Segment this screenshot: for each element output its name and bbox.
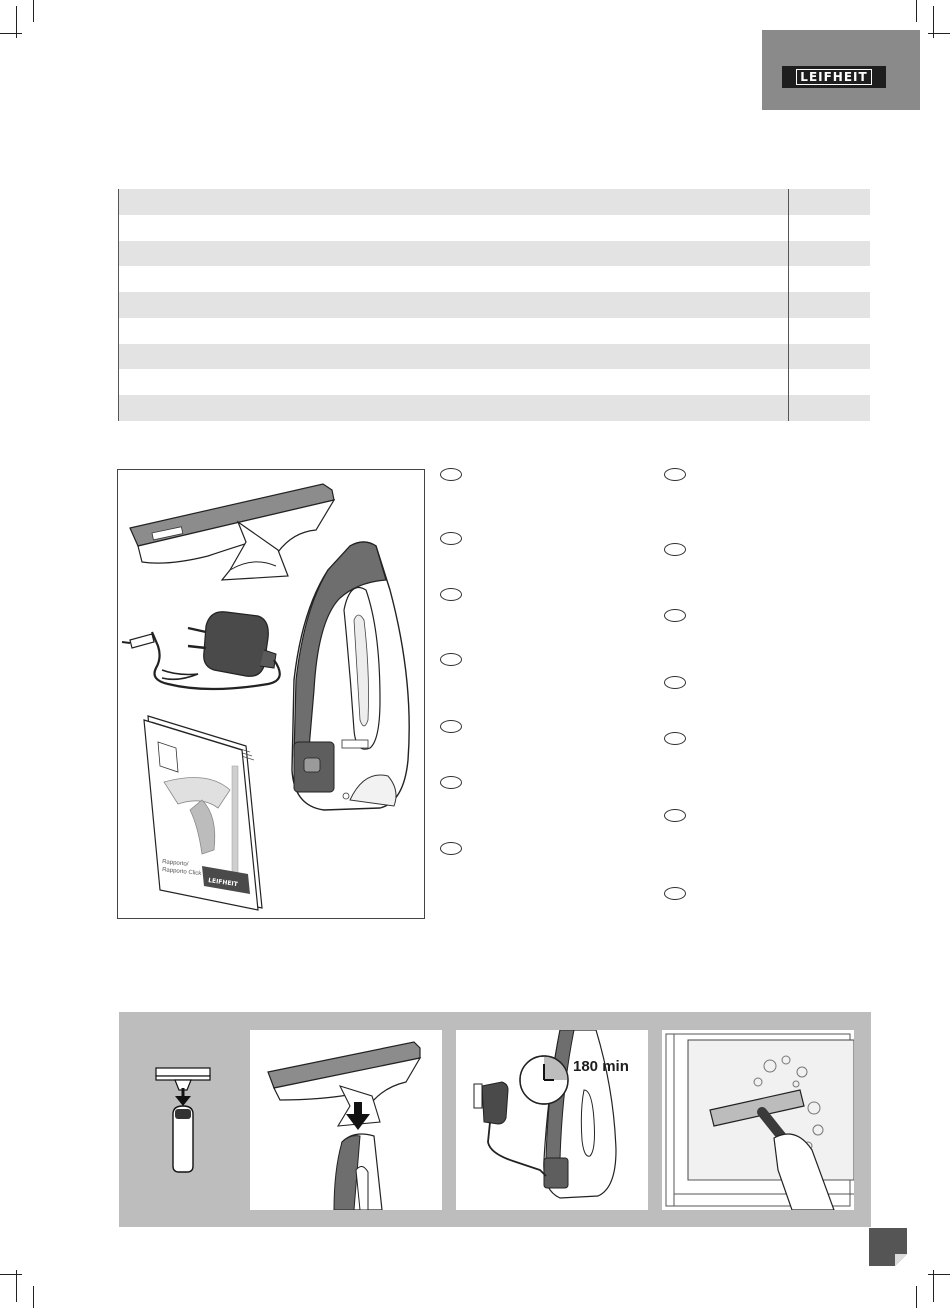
item-marker [664,809,686,822]
step-attach-panel [250,1030,442,1210]
manual-title-line1: Rapporto/ [161,859,189,868]
package-contents-illustration [117,469,425,919]
step-clean-panel [662,1030,854,1210]
crop-mark [933,6,934,38]
table-row [118,266,870,292]
table-row [118,241,870,267]
crop-mark [16,1270,17,1302]
crop-mark [0,33,22,34]
table-row [118,292,870,318]
brand-logo [782,66,886,88]
table-row [118,318,870,344]
charge-time-label: 180 min [573,1058,629,1075]
manual-booklet-icon [144,716,262,910]
item-marker [440,588,462,601]
item-marker [664,676,686,689]
charge-step-illustration [456,1030,648,1210]
crop-mark [0,1274,22,1275]
crop-mark [916,1286,917,1308]
crop-mark [33,1286,34,1308]
crop-mark [33,0,34,22]
item-marker [440,653,462,666]
attach-head-icon [153,1062,213,1180]
clean-window-illustration [662,1030,854,1210]
item-marker [440,776,462,789]
item-marker [664,732,686,745]
brand-tab [762,30,920,110]
item-marker [664,887,686,900]
package-contents-drawing [118,470,424,918]
squeegee-head-icon [130,484,334,580]
item-marker [664,468,686,481]
crop-mark [928,33,950,34]
manual-logo-text: LEIFHEIT [207,877,239,889]
step-charge-panel [456,1030,648,1210]
contents-table [118,189,870,421]
crop-mark [928,1274,950,1275]
brand-logo-text: LEIFHEIT [796,69,871,85]
window-vacuum-icon [292,542,409,810]
crop-mark [933,1270,934,1302]
item-marker [440,842,462,855]
crop-mark [16,6,17,38]
page-corner-icon [869,1228,907,1266]
attach-step-illustration [250,1030,442,1210]
table-row [118,189,870,215]
item-marker [440,468,462,481]
quick-start-band [119,1012,871,1227]
manual-title-line2: Rapporto Click [161,867,202,878]
item-marker [664,609,686,622]
table-row [118,395,870,421]
item-marker [664,543,686,556]
table-row [118,344,870,370]
item-marker [440,720,462,733]
charger-icon [122,612,280,689]
crop-mark [916,0,917,22]
table-row [118,215,870,241]
table-row [118,369,870,395]
item-marker [440,532,462,545]
